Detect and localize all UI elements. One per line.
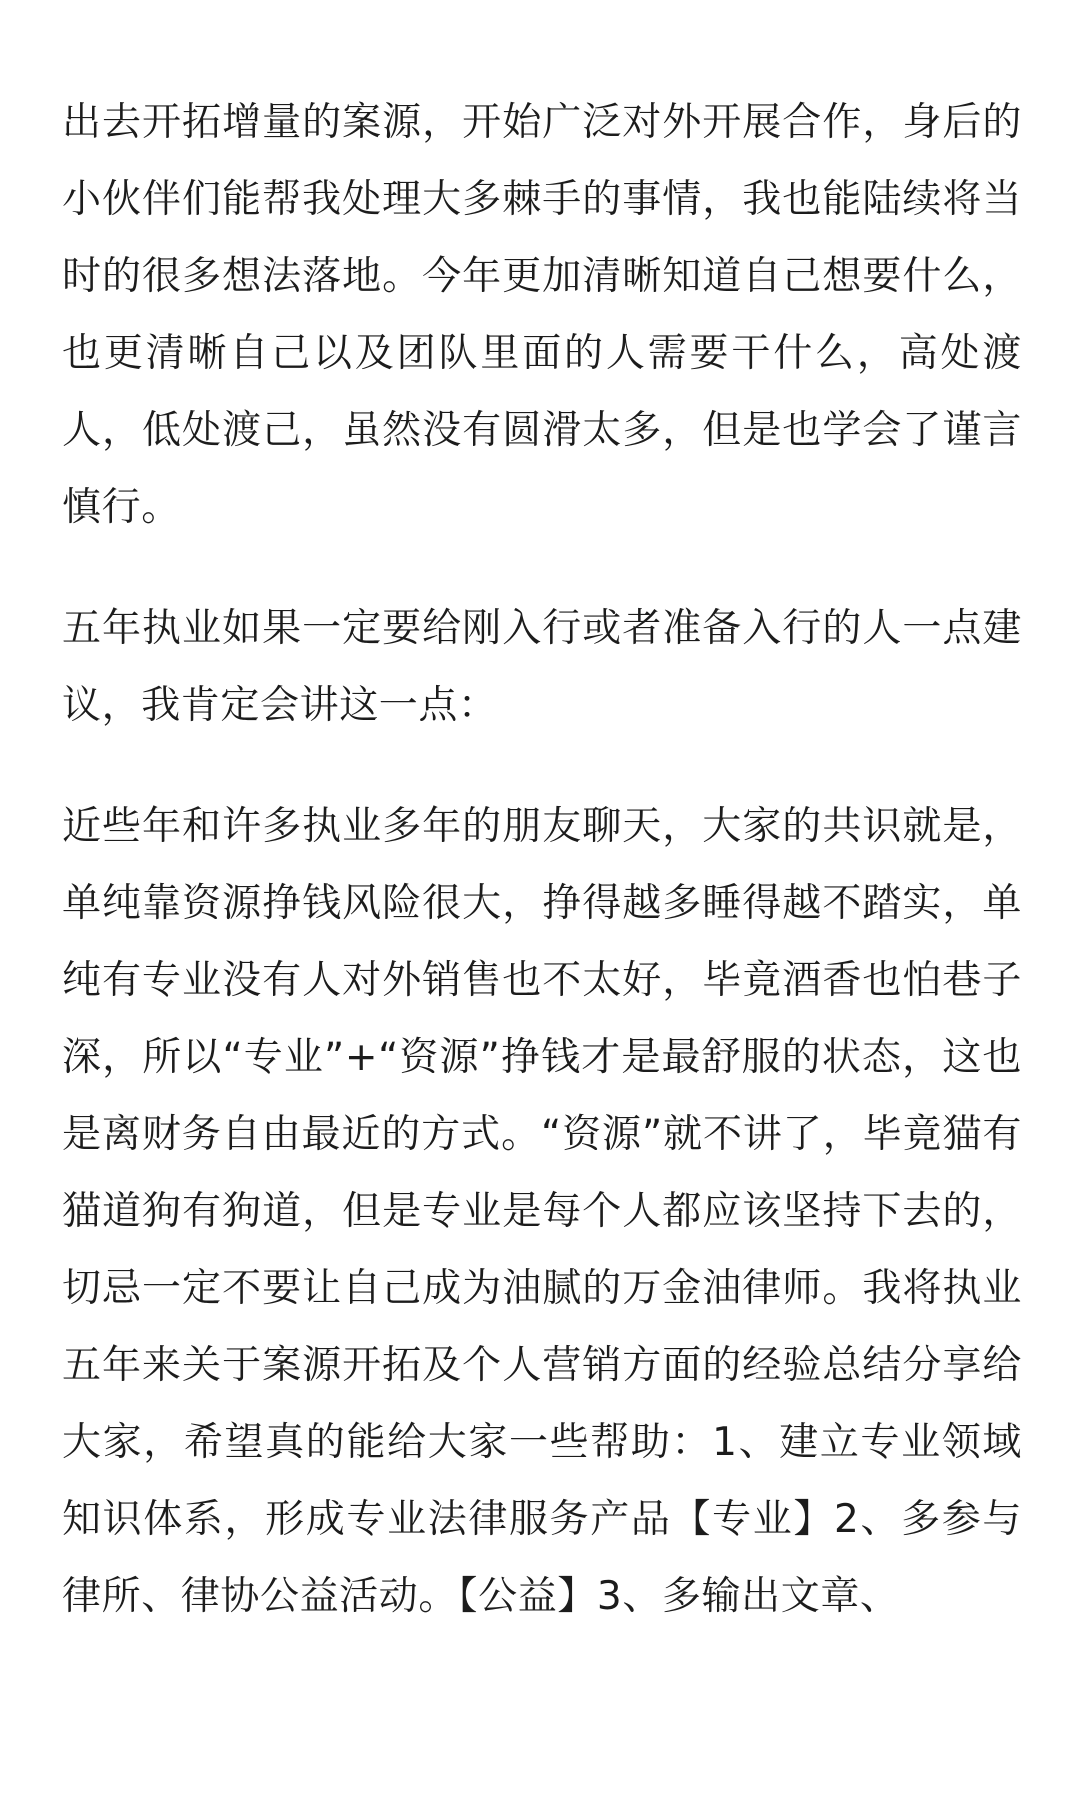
paragraph-intro: 出去开拓增量的案源，开始广泛对外开展合作，身后的小伙伴们能帮我处理大多棘手的事情，我也能陆续将当时的很多想法落地。今年更加清晰知道自己想要什么，也更清晰自己以及团队里面的人需要干什么，高处渡人，低处渡己，虽然没有圆滑太多，但是也学会了谨言慎行。 [62, 100, 1022, 530]
article-body [62, 84, 1022, 1635]
paragraph-experience: 近些年和许多执业多年的朋友聊天，大家的共识就是，单纯靠资源挣钱风险很大，挣得越多睡得越不踏实，单纯有专业没有人对外销售也不太好，毕竟酒香也怕巷子深，所以“专业”+“资源”挣钱才是最舒服的状态，这也是离财务自由最近的方式。“资源”就不讲了，毕竟猫有猫道狗有狗道，但是专业是每个人都应该坚持下去的，切忌一定不要让自己成为油腻的万金油律师。我将执业五年来关于案源开拓及个人营销方面的经验总结分享给大家，希望真的能给大家一些帮助：1、建立专业领域知识体系，形成专业法律服务产品【专业】2、多参与律所、律协公益活动。【公益】3、多输出文章、 [62, 804, 1022, 1619]
paragraph-advice: 五年执业如果一定要给刚入行或者准备入行的人一点建议，我肯定会讲这一点： [62, 606, 1022, 728]
